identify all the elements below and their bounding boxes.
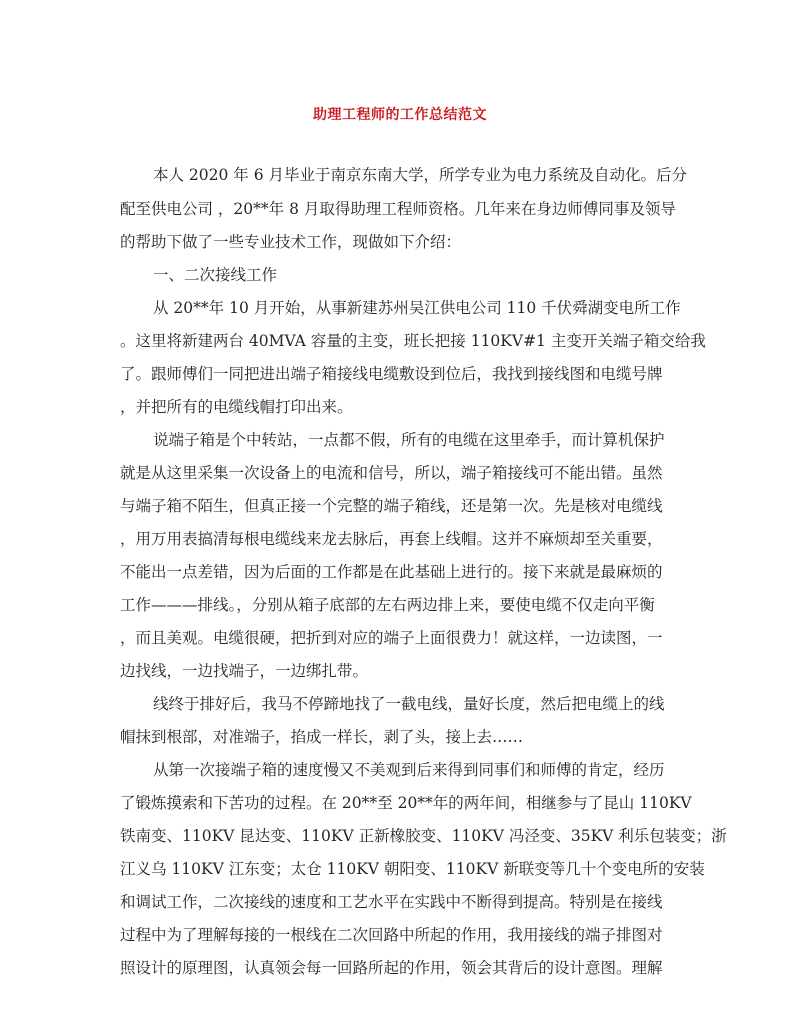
paragraph-line: 江义乌 110KV 江东变；太仓 110KV 朝阳变、110KV 新联变等几十个变电所的安装 bbox=[120, 860, 705, 878]
section-heading: 一、二次接线工作 bbox=[153, 266, 278, 284]
paragraph-line: 过程中为了理解每接的一根线在二次回路中所起的作用，我用接线的端子排图对 bbox=[120, 926, 663, 944]
paragraph-line: 配至供电公司 ，20**年 8 月取得助理工程师资格。几年来在身边师傅同事及领导 bbox=[120, 200, 676, 218]
paragraph-line: 帽抹到根部，对准端子，掐成一样长，剥了头，接上去…… bbox=[120, 728, 524, 746]
paragraph-line: 就是从这里采集一次设备上的电流和信号，所以，端子箱接线可不能出错。虽然 bbox=[120, 464, 663, 482]
paragraph-line: 边找线，一边找端子，一边绑扎带。 bbox=[120, 662, 369, 680]
paragraph-line: 说端子箱是个中转站，一点都不假，所有的电缆在这里牵手，而计算机保护 bbox=[153, 431, 665, 449]
paragraph-line: ，并把所有的电缆线帽打印出来。 bbox=[120, 398, 353, 416]
paragraph-line: 本人 2020 年 6 月毕业于南京东南大学，所学专业为电力系统及自动化。后分 bbox=[153, 166, 688, 184]
paragraph-line: 和调试工作，二次接线的速度和工艺水平在实践中不断得到提高。特别是在接线 bbox=[120, 893, 663, 911]
paragraph-line: 了。跟师傅们一同把进出端子箱接线电缆敷设到位后，我找到接线图和电缆号牌 bbox=[120, 365, 663, 383]
paragraph-line: 。这里将新建两台 40MVA 容量的主变，班长把接 110KV#1 主变开关端子箱交给我 bbox=[120, 332, 706, 350]
paragraph-line: 铁南变、110KV 昆达变、110KV 正新橡胶变、110KV 冯泾变、35KV 利乐包装变；浙 bbox=[120, 827, 727, 845]
paragraph-line: ，用万用表搞清每根电缆线来龙去脉后，再套上线帽。这并不麻烦却至关重要， bbox=[120, 530, 663, 548]
paragraph-line: 了锻炼摸索和下苦功的过程。在 20**至 20**年的两年间，相继参与了昆山 110KV bbox=[120, 794, 692, 812]
paragraph-line: 与端子箱不陌生，但真正接一个完整的端子箱线，还是第一次。先是核对电缆线 bbox=[120, 497, 663, 515]
document-title: 助理工程师的工作总结范文 bbox=[313, 107, 487, 123]
paragraph-line: 的帮助下做了一些专业技术工作，现做如下介绍： bbox=[120, 233, 462, 251]
paragraph-line: 从 20**年 10 月开始，从事新建苏州吴江供电公司 110 千伏舜湖变电所工作 bbox=[153, 299, 681, 317]
paragraph-line: 不能出一点差错，因为后面的工作都是在此基础上进行的。接下来就是最麻烦的 bbox=[120, 563, 663, 581]
paragraph-line: ，而且美观。电缆很硬，把折到对应的端子上面很费力！就这样，一边读图，一 bbox=[120, 629, 663, 647]
paragraph-line: 线终于排好后，我马不停蹄地找了一截电线，量好长度，然后把电缆上的线 bbox=[153, 695, 665, 713]
paragraph-line: 照设计的原理图，认真领会每一回路所起的作用，领会其背后的设计意图。理解 bbox=[120, 959, 663, 977]
paragraph-line: 工作———排线。，分别从箱子底部的左右两边排上来，要使电缆不仅走向平衡 bbox=[120, 596, 655, 614]
paragraph-line: 从第一次接端子箱的速度慢又不美观到后来得到同事们和师傅的肯定，经历 bbox=[153, 761, 665, 779]
